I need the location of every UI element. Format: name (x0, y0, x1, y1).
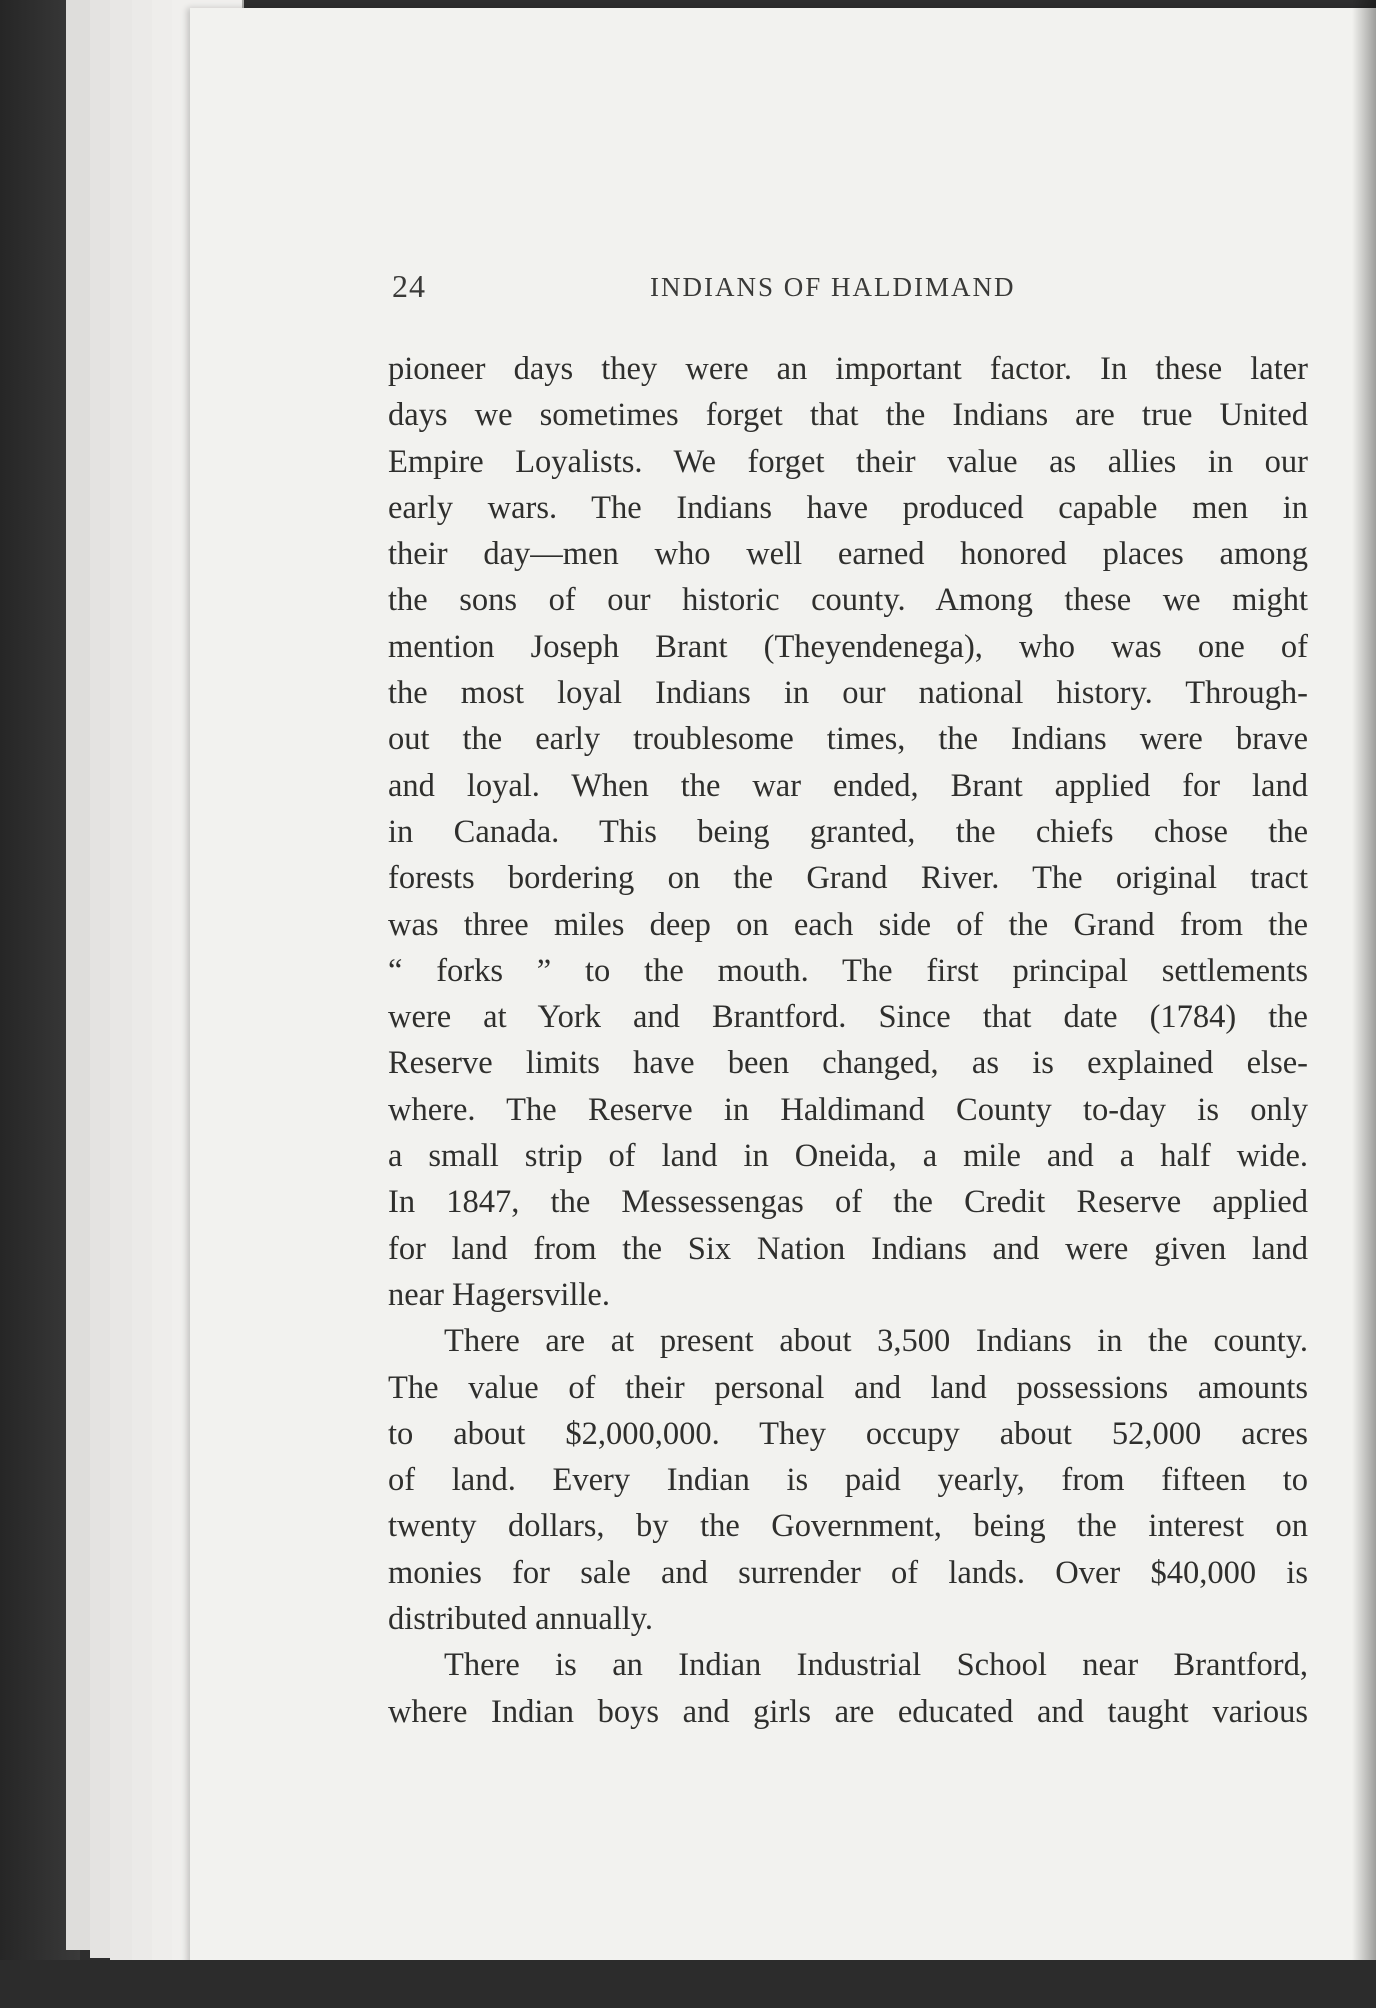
background-bottom (0, 1960, 1376, 2008)
text-line: in Canada. This being granted, the chiefs chose the (388, 813, 1308, 850)
text-line: There are at present about 3,500 Indians in the county. (444, 1323, 1308, 1360)
text-line: The value of their personal and land possessions amounts (388, 1369, 1308, 1406)
text-line: where Indian boys and girls are educated and taught various (388, 1693, 1308, 1730)
text-line: out the early troublesome times, the Indians were brave (388, 721, 1308, 758)
text-line: monies for sale and surrender of lands. Over $40,000 is (388, 1554, 1308, 1591)
text-line: for land from the Six Nation Indians and were given land (388, 1230, 1308, 1267)
text-line: the sons of our historic county. Among these we might (388, 582, 1308, 619)
text-line: distributed annually. (388, 1601, 654, 1638)
page-number: 24 (392, 268, 426, 304)
text-line: near Hagersville. (388, 1276, 610, 1313)
text-line: Empire Loyalists. We forget their value as allies in our (388, 443, 1308, 480)
text-line: There is an Indian Industrial School near Brantford, (444, 1647, 1308, 1684)
text-line: In 1847, the Messessengas of the Credit Reserve applied (388, 1184, 1308, 1221)
text-line: “ forks ” to the mouth. The first principal settlements (388, 952, 1308, 989)
text-line: early wars. The Indians have produced capable men in (388, 489, 1308, 526)
text-line: Reserve limits have been changed, as is explained else- (388, 1045, 1308, 1082)
text-line: their day—men who well earned honored places among (388, 536, 1308, 573)
text-line: where. The Reserve in Haldimand County to-day is only (388, 1091, 1308, 1128)
text-line: pioneer days they were an important factor. In these later (388, 351, 1308, 387)
text-line: was three miles deep on each side of the Grand from the (388, 906, 1308, 943)
page-header (0, 268, 1376, 312)
text-line: twenty dollars, by the Government, being the interest on (388, 1508, 1308, 1545)
text-line: of land. Every Indian is paid yearly, from fifteen to (388, 1462, 1308, 1499)
paragraph (388, 346, 1308, 1318)
running-head: INDIANS OF HALDIMAND (650, 272, 1016, 302)
paragraph (388, 1318, 1308, 1642)
text-line: forests bordering on the Grand River. The original tract (388, 860, 1308, 897)
text-line: a small strip of land in Oneida, a mile and a half wide. (388, 1138, 1308, 1175)
text-line: the most loyal Indians in our national history. Through- (388, 675, 1308, 712)
text-line: and loyal. When the war ended, Brant applied for land (388, 767, 1308, 804)
text-line: mention Joseph Brant (Theyendenega), who was one of (388, 628, 1308, 665)
text-line: to about $2,000,000. They occupy about 52,000 acres (388, 1415, 1308, 1452)
text-line: days we sometimes forget that the Indians are true United (388, 397, 1308, 434)
body-text (388, 346, 1308, 1735)
text-line: were at York and Brantford. Since that date (1784) the (388, 999, 1308, 1036)
paragraph (388, 1642, 1308, 1735)
